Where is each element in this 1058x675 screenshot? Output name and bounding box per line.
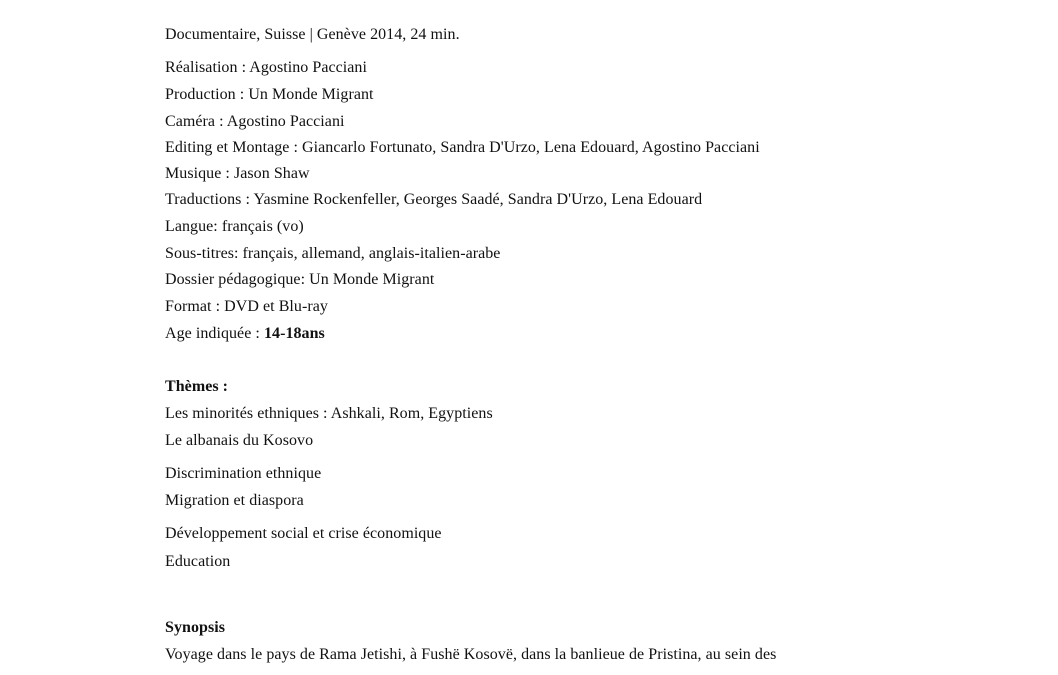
credit-separator: : bbox=[213, 218, 222, 235]
theme-item: Discrimination ethnique bbox=[165, 465, 322, 482]
credit-separator: : bbox=[215, 113, 227, 130]
synopsis-heading: Synopsis bbox=[165, 619, 225, 636]
credit-label: Langue bbox=[165, 218, 214, 235]
credit-value: Un Monde Migrant bbox=[309, 271, 435, 288]
credit-separator: : bbox=[241, 191, 254, 208]
credit-label: Production bbox=[165, 86, 236, 103]
credit-value: Agostino Pacciani bbox=[226, 113, 345, 130]
credit-value: DVD et Blu-ray bbox=[224, 298, 328, 315]
credit-line-traductions bbox=[165, 190, 702, 210]
credit-value: français (vo) bbox=[221, 218, 304, 235]
credit-line-musique bbox=[165, 164, 310, 184]
synopsis-text: Voyage dans le pays de Rama Jetishi, à Fushë Kosovë, dans la banlieue de Pristina, au sein des bbox=[165, 646, 777, 663]
credit-label: Réalisation bbox=[165, 59, 238, 76]
credit-value: Agostino Pacciani bbox=[249, 59, 367, 76]
credit-line-production bbox=[165, 85, 374, 105]
credit-label: Editing et Montage bbox=[165, 139, 290, 156]
credit-value: Yasmine Rockenfeller, Georges Saadé, Sandra D'Urzo, Lena Edouard bbox=[253, 191, 703, 208]
theme-item: Les minorités ethniques : Ashkali, Rom, Egyptiens bbox=[165, 405, 493, 422]
theme-item: Migration et diaspora bbox=[165, 492, 304, 509]
theme-item: Education bbox=[165, 553, 231, 570]
credit-value: français, allemand, anglais-italien-arabe bbox=[242, 245, 501, 262]
theme-item: Le albanais du Kosovo bbox=[165, 432, 314, 449]
credit-label: Sous-titres bbox=[165, 245, 234, 262]
credit-label: Age indiquée bbox=[165, 325, 252, 342]
credit-label: Musique bbox=[165, 165, 222, 182]
credit-line-editing bbox=[165, 138, 760, 158]
credit-separator: : bbox=[221, 165, 234, 182]
credit-separator: : bbox=[237, 59, 250, 76]
credit-label: Caméra bbox=[165, 113, 216, 130]
credit-separator: : bbox=[234, 245, 243, 262]
credit-line-camera bbox=[165, 112, 345, 132]
film-info-line: Documentaire, Suisse | Genève 2014, 24 min. bbox=[165, 26, 460, 43]
credit-line-sous-titres bbox=[165, 244, 500, 264]
credit-label: Traductions bbox=[165, 191, 242, 208]
credit-value: Giancarlo Fortunato, Sandra D'Urzo, Lena Edouard, Agostino Pacciani bbox=[302, 139, 760, 156]
theme-item: Développement social et crise économique bbox=[165, 525, 442, 542]
credit-line-dossier bbox=[165, 270, 434, 290]
credit-value: Un Monde Migrant bbox=[248, 86, 374, 103]
themes-heading: Thèmes : bbox=[165, 378, 229, 395]
credit-line-format bbox=[165, 297, 328, 317]
credit-separator: : bbox=[251, 325, 264, 342]
credit-separator: : bbox=[235, 86, 249, 103]
credit-line-realisation bbox=[165, 58, 367, 78]
credit-line-langue bbox=[165, 217, 304, 237]
credit-label: Format bbox=[165, 298, 212, 315]
credit-value: Jason Shaw bbox=[233, 165, 310, 182]
credit-value: 14-18ans bbox=[263, 325, 325, 342]
credit-separator: : bbox=[211, 298, 225, 315]
credit-separator: : bbox=[300, 271, 310, 288]
credit-label: Dossier pédagogique bbox=[165, 271, 301, 288]
credit-separator: : bbox=[289, 139, 303, 156]
credit-line-age bbox=[165, 324, 325, 344]
